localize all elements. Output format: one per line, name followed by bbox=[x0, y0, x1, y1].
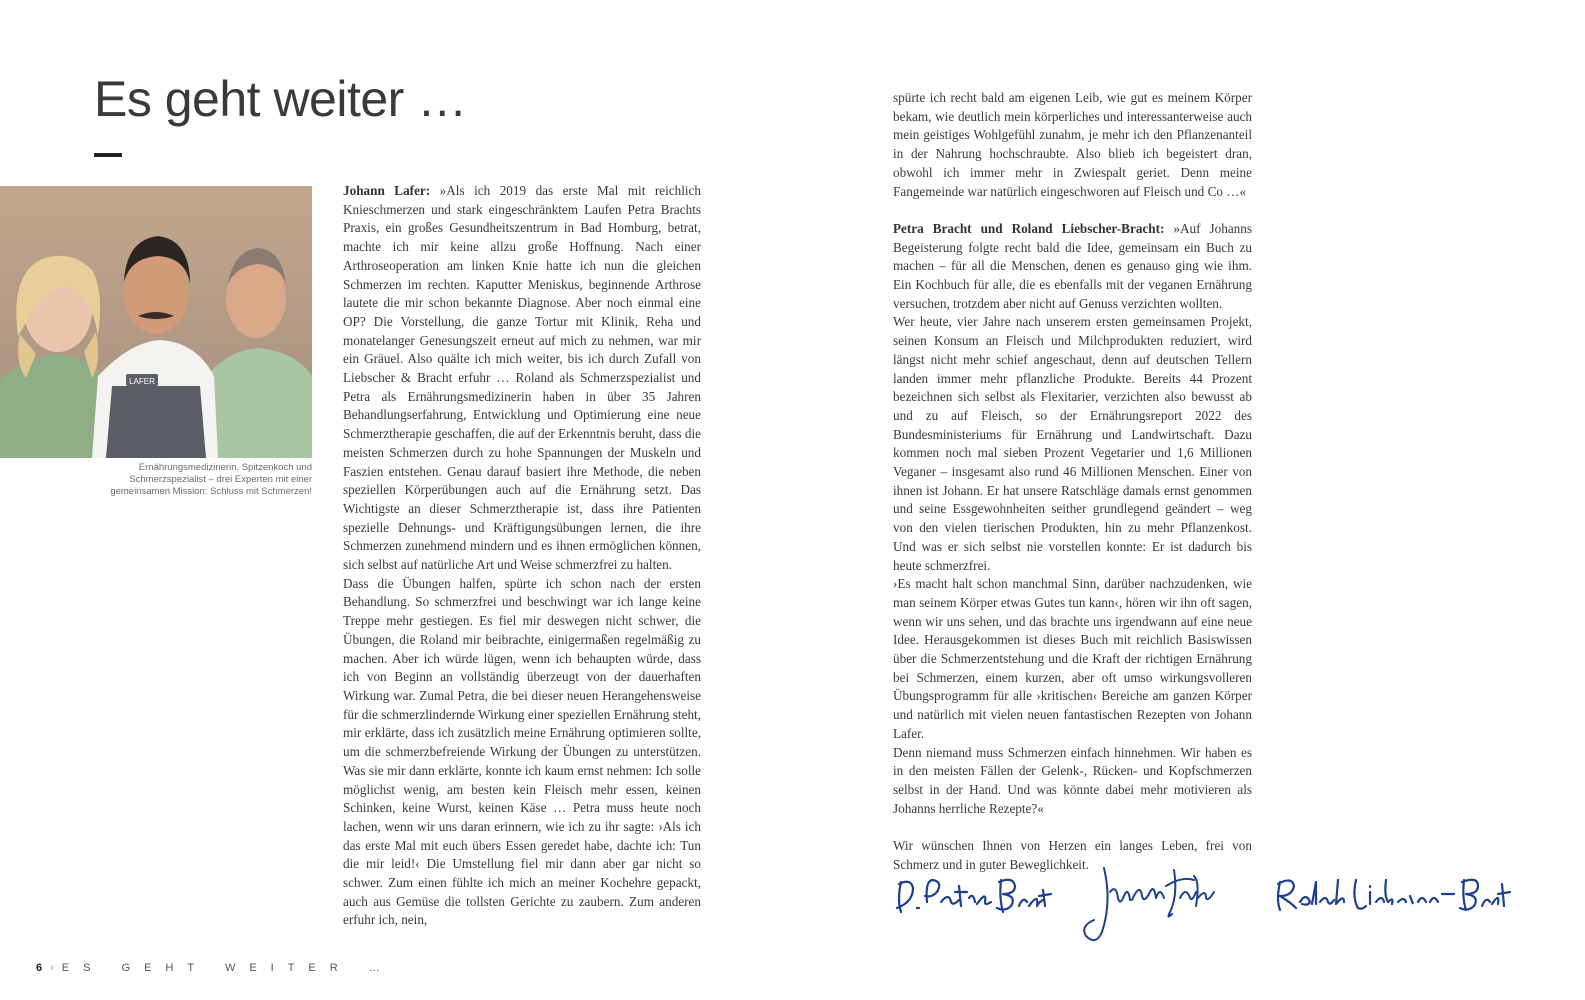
page-footer bbox=[36, 962, 394, 974]
page-number: 6 bbox=[36, 962, 43, 974]
speaker-name: Johann Lafer: bbox=[343, 183, 431, 198]
portrait-illustration bbox=[0, 186, 312, 458]
running-title: ES GEHT WEITER … bbox=[61, 962, 394, 974]
paragraph: Wer heute, vier Jahre nach unserem ersten gemeinsamen Projekt, seinen Konsum an Fleisch und Milchprodukten reduziert, wird längst nicht mehr schief angeschaut, denn auf deutschen Tellern landen immer mehr pflanzliche Produkte. Bereits 44 Prozent bezeichnen sich selbst als Flexitarier, verzichten also bewusst ab und zu auf Fleisch, so der Ernährungsreport 2022 des Bundesministeriums für Ernährung und Landwirtschaft. Dazu kommen noch mal sieben Prozent Vegetarier und 1,6 Millionen Veganer – insgesamt also rund 46 Millionen Menschen. Einer von ihnen ist Johann. Er hat unsere Ratschläge damals ernst genommen und seine Essgewohnheiten seither grundlegend geändert – weg von den vielen tierischen Produkten, hin zu mehr Pflanzenkost. Und was er sich selbst nie vorstellen konnte: Er ist dadurch bis heute schmerzfrei. bbox=[893, 314, 1252, 573]
paragraph: Denn niemand muss Schmerzen einfach hinnehmen. Wir haben es in den meisten Fällen der Gelenk-, Rücken- und Kopfschmerzen selbst in der Hand. Und was könnte dabei mehr motivieren als Johanns herrliche Rezepte?« bbox=[893, 744, 1252, 816]
paragraph: ›Es macht halt schon manchmal Sinn, darüber nachzudenken, wie man seinem Körper etwas Gutes tun kann‹, hören wir ihn oft sagen, wenn wir uns sehen, und das brachte uns irgendwann auf eine neue Idee. Herausgekommen ist dieses Buch mit reichlich Basiswissen über die Schmerzentstehung und die Kraft der richtigen Ernährung bei Schmerzen, einem kurzen, aber oft umso wirkungsvolleren Übungsprogramm für alle ›kritischen‹ Bereiche am ganzen Körper und natürlich mit vielen neuen fantastischen Rezepten von Johann Lafer. bbox=[893, 576, 1252, 741]
paragraph: Dass die Übungen halfen, spürte ich schon nach der ersten Behandlung. So schmerzfrei und beschwingt war ich lange keine Treppe mehr gestiegen. Es fiel mir deswegen nicht schwer, die Übungen, die Roland mir beibrachte, einigermaßen regelmäßig zu machen. Aber ich würde lügen, wenn ich behaupten würde, dass ich von Beginn an vollständig überzeugt von der dauerhaften Wirkung war. Zumal Petra, die bei dieser neuen Herangehensweise für die schmerzlindernde Wirkung einer speziellen Ernährung steht, mir erklärte, dass ich zusätzlich meine Ernährung optimieren sollte, um die schmerzbefreiende Wirkung der Übungen zu unterstützen. Was sie mir dann erklärte, konnte ich kaum ernst nehmen: Ich solle möglichst wenig, am besten kein Fleisch mehr essen, keinen Schinken, keine Wurst, keinen Käse … Petra muss heute noch lachen, wenn wir uns daran erinnern, wie ich zu ihr sagte: ›Als ich das erste Mal mit euch übers Essen geredet habe, dachte ich: Tun die mir leid!‹ Die Umstellung fiel mir dann aber gar nicht so schwer. Zum einen fühlte ich mich an meiner Kochehre gepackt, auch aus Gemüse die tollsten Gerichte zu zaubern. Zum anderen erfuhr ich, nein, bbox=[343, 575, 701, 928]
text-column-left bbox=[343, 182, 701, 930]
signature-roland-liebscher-bracht bbox=[1272, 872, 1512, 922]
paragraph-text: »Als ich 2019 das erste Mal mit reichlich Knieschmerzen und stark eingeschränktem Laufen Petra Brachts Praxis, ein großes Gesundheitszentrum in Bad Homburg, betrat, machte ich mir keine allzu große Hoffnung. Nach einer Arthroseoperation am linken Knie hatte ich nun die gleichen Schmerzen im rechten. Kaputter Meniskus, beginnende Arthrose lautete die mir schon bekannte Diagnose. Aber noch einmal eine OP? Die Vorstellung, die ganze Tortur mit Klinik, Reha und monatelanger Genesungszeit erneut auf mich zu nehmen, war mir ein Gräuel. Also quälte ich mich weiter, bis ich durch Zufall von Liebscher & Bracht erfuhr … Roland als Schmerzspezialist und Petra als Ernährungsmedizinerin haben in über 35 Jahren Behandlungserfahrung, Entwicklung und Optimierung eine neue Schmerztherapie geschaffen, die auf der Erkenntnis beruht, dass die meisten Schmerzen durch zu hohe Spannungen der Muskeln und Faszien entstehen. Genau darauf basiert ihre Methode, die neben speziellen Körperübungen auch auf die Ernährung setzt. Das Wichtigste an dieser Schmerztherapie ist, dass ihre Patienten spezielle Dehnungs- und Kräftigungsübungen lernen, die ihre Schmerzen zunehmend mindern und es ihnen ermöglichen können, sich selbst auf natürliche Art und Weise schmerzfrei zu halten. bbox=[343, 183, 701, 573]
paragraph-text: »Auf Johanns Begeisterung folgte recht bald die Idee, gemeinsam ein Buch zu machen – für all die Menschen, denen es genauso ging wie ihm. Ein Kochbuch für alle, die es ebenfalls mit der veganen Ernährung versuchen, trotzdem aber nicht auf Genuss verzichten wollten. bbox=[893, 220, 1252, 311]
text-column-right bbox=[893, 89, 1252, 875]
portrait-photo bbox=[0, 186, 312, 458]
paragraph bbox=[343, 182, 701, 575]
paragraph: spürte ich recht bald am eigenen Leib, wie gut es meinem Körper bekam, wie deutlich mein körperliches und interessanterweise auch mein geistiges Wohlgefühl zunahm, je mehr ich den Pflanzenanteil in der Nahrung hochschraubte. Also blieb ich begeistert dran, obwohl ich immer mehr in Zwiespalt geriet. Denn meine Fangemeinde war natürlich eingeschworen auf Fleisch und Co …« bbox=[893, 90, 1252, 199]
page-title: Es geht weiter … bbox=[94, 71, 467, 127]
title-rule bbox=[94, 153, 122, 157]
photo-caption: Ernährungsmedizinerin, Spitzenkoch und Schmerzspezialist – drei Experten mit einer gemeinsamen Mission: Schluss mit Schmerzen! bbox=[110, 462, 312, 497]
closing-paragraph: Wir wünschen Ihnen von Herzen ein langes Leben, frei von Schmerz und in guter Beweglichkeit. bbox=[893, 838, 1252, 872]
signature-petra-bracht bbox=[893, 872, 1053, 922]
paragraph bbox=[893, 220, 1252, 314]
apron-label: LAFER bbox=[129, 377, 155, 386]
signature-johann-lafer bbox=[1082, 862, 1232, 952]
speaker-name: Petra Bracht und Roland Liebscher-Bracht: bbox=[893, 220, 1165, 236]
footer-separator: › bbox=[50, 962, 54, 974]
